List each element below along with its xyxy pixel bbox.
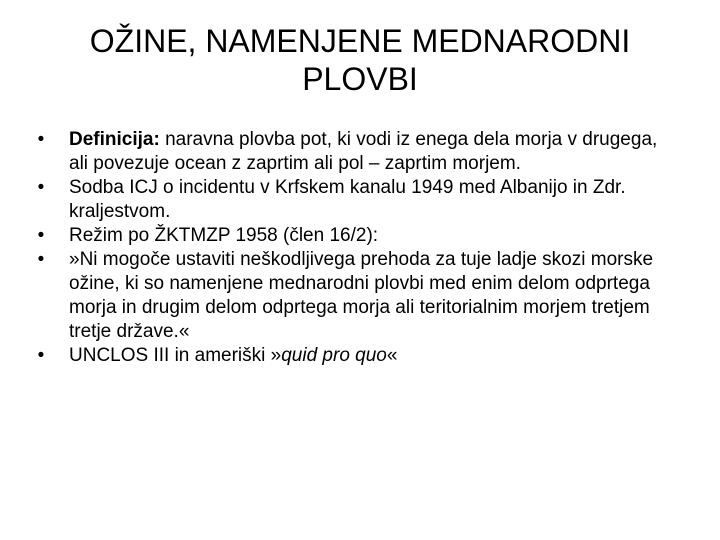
bullet-definicija xyxy=(34,128,674,176)
slide-title xyxy=(60,22,660,98)
slide-title-line-1: OŽINE, NAMENJENE MEDNARODNI xyxy=(89,23,631,59)
bullet-icon: • xyxy=(37,249,45,270)
bullet-text: naravna plovba pot, ki vodi iz enega dela morja v drugega, ali povezuje ocean z zaprtim ali pol – zaprtim morjem. xyxy=(69,129,658,174)
bullet-icon: • xyxy=(37,225,45,246)
bullet-sodba-icj xyxy=(34,176,674,224)
bullet-quote xyxy=(34,248,674,344)
bullet-text-italic: quid pro quo xyxy=(281,345,387,366)
bullet-list xyxy=(34,128,674,368)
slide-title-line-2: PLOVBI xyxy=(302,61,418,97)
bullet-icon: • xyxy=(37,177,45,198)
bullet-rezim xyxy=(34,224,674,248)
bullet-icon: • xyxy=(37,129,45,150)
bullet-text: Sodba ICJ o incidentu v Krfskem kanalu 1949 med Albanijo in Zdr. kraljestvom. xyxy=(69,177,626,222)
bullet-icon: • xyxy=(37,345,45,366)
bullet-text-before: UNCLOS III in ameriški » xyxy=(69,345,282,366)
bullet-text: »Ni mogoče ustaviti neškodljivega prehoda za tuje ladje skozi morske ožine, ki so namenjene mednarodni plovbi med enim delom odprtega morja in drugim delom odprtega morja ali teritorialnim morjem tretjem tretje države.« xyxy=(69,249,654,342)
bullet-text-after: « xyxy=(386,345,398,366)
bullet-bold-label: Definicija: xyxy=(69,129,160,150)
bullet-unclos xyxy=(34,344,674,368)
bullet-text: Režim po ŽKTMZP 1958 (člen 16/2): xyxy=(69,225,379,246)
